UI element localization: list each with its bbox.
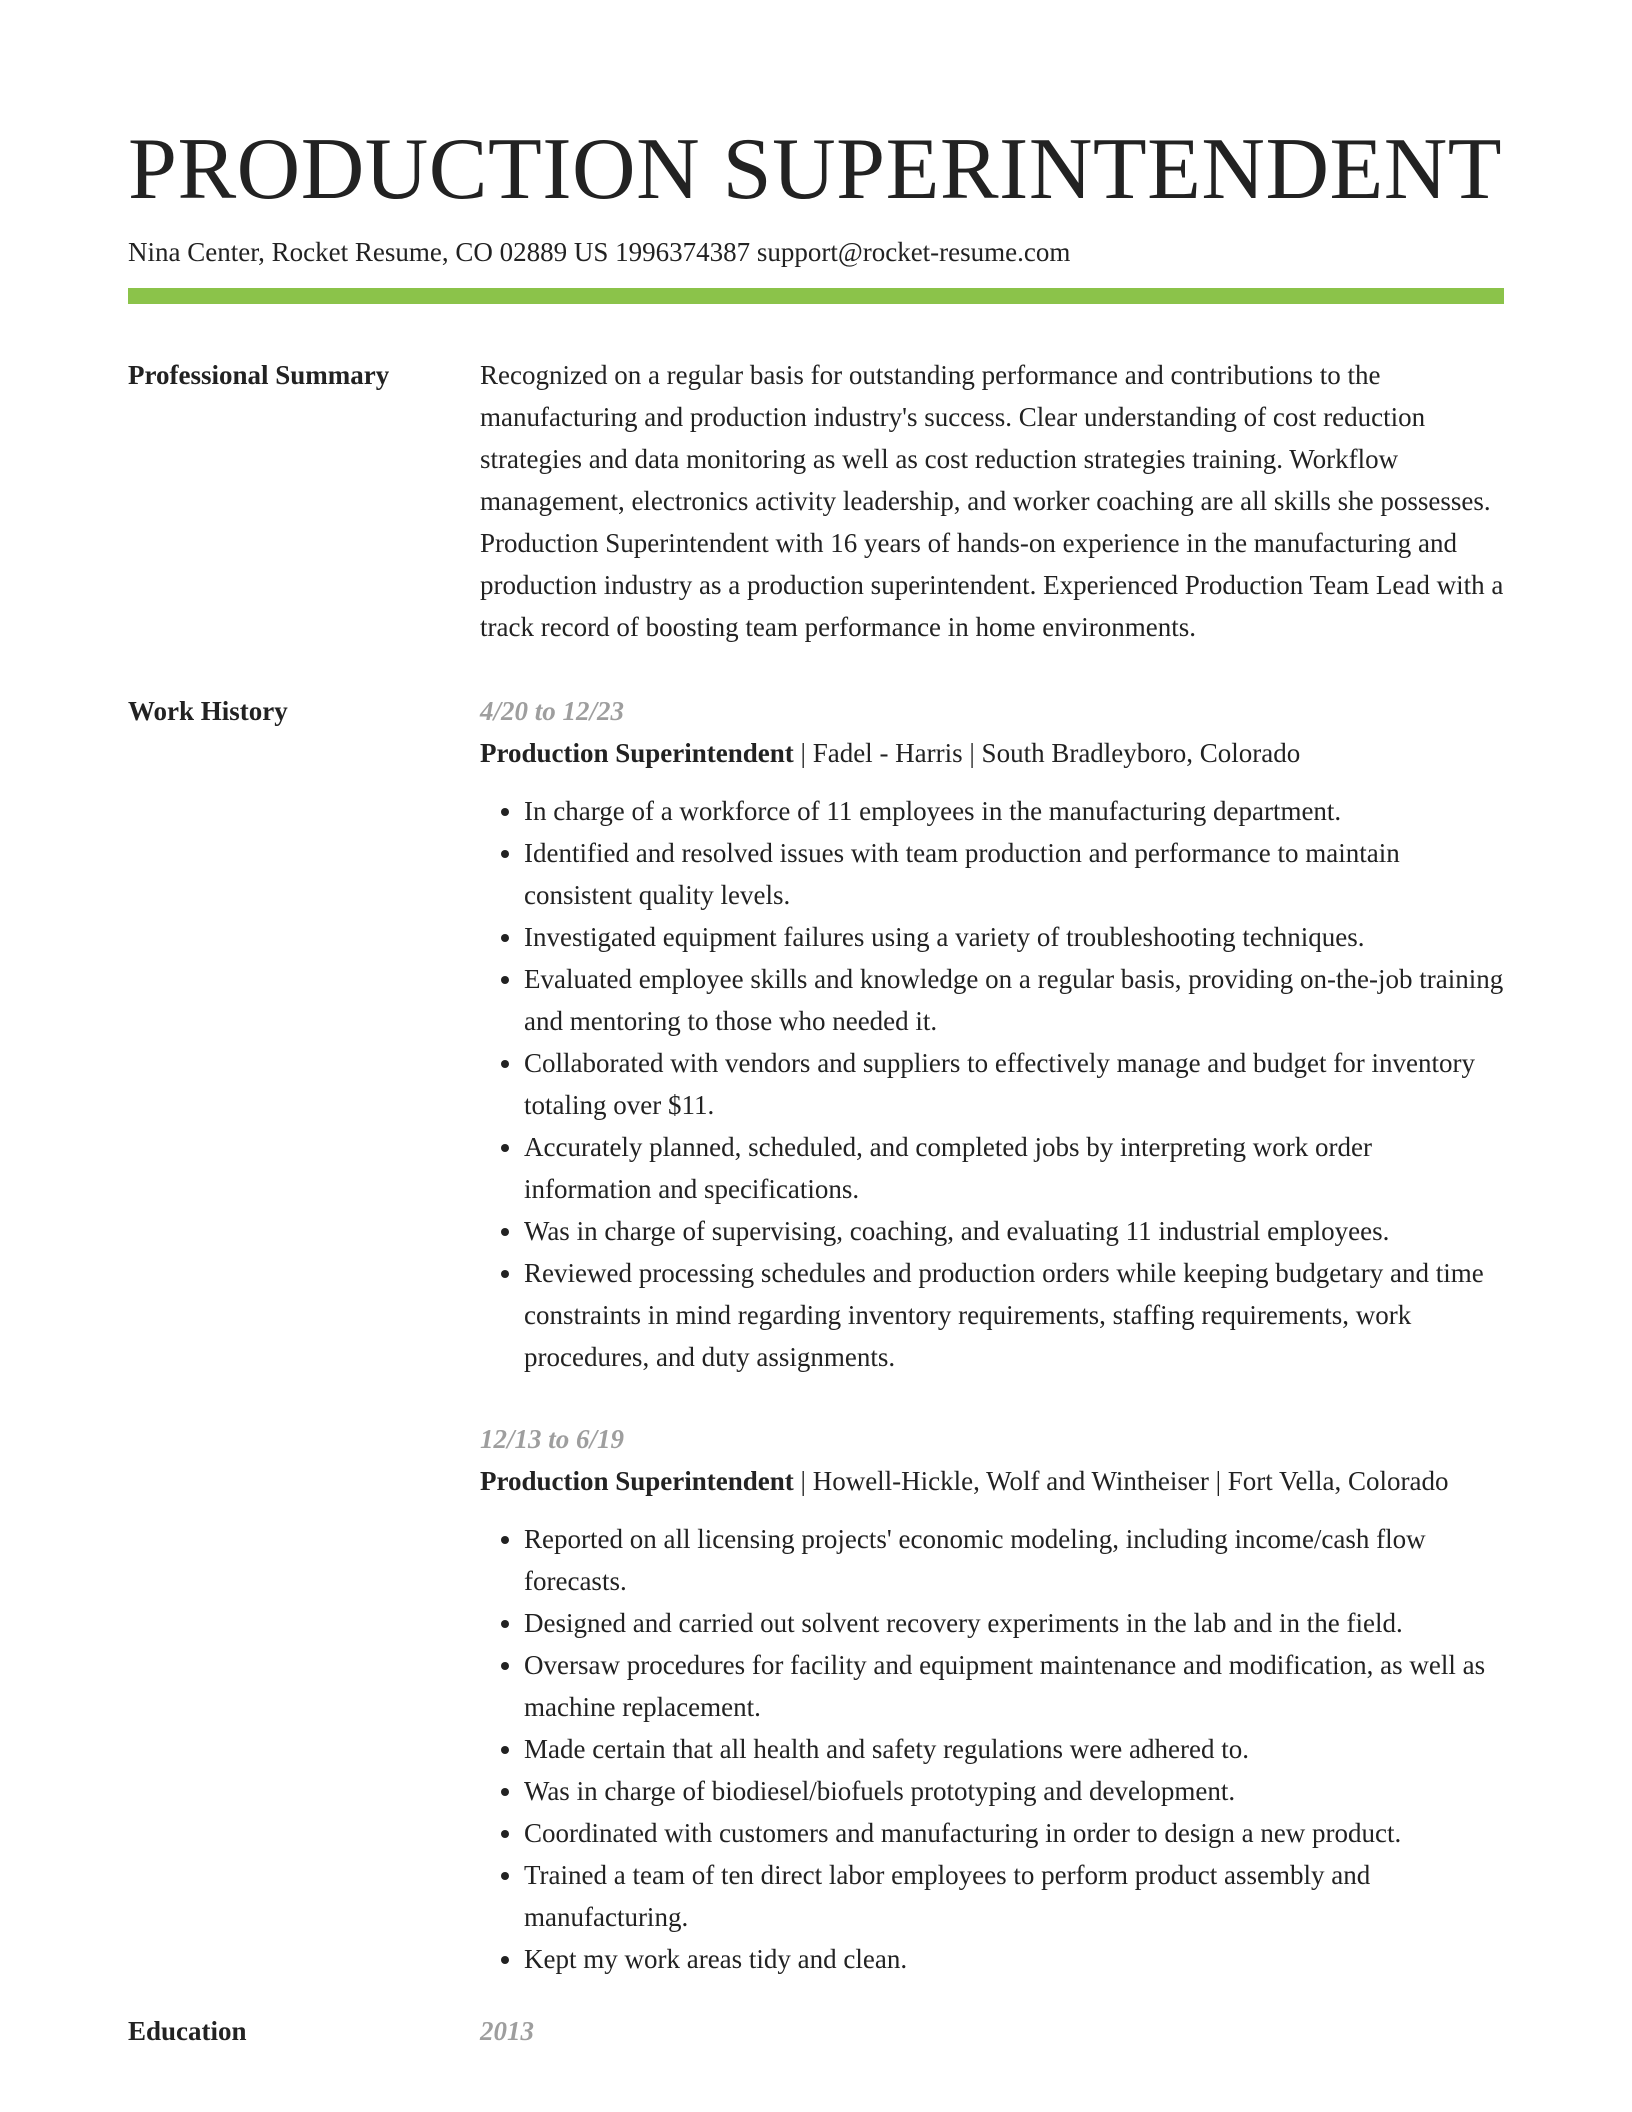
list-item: • Oversaw procedures for facility and equipment maintenance and modification, as well as machine replacement. bbox=[524, 1644, 1504, 1728]
list-item: • Kept my work areas tidy and clean. bbox=[524, 1938, 1504, 1980]
list-item: • Reported on all licensing projects' economic modeling, including income/cash flow forecasts. bbox=[524, 1518, 1504, 1602]
list-item: • Evaluated employee skills and knowledge on a regular basis, providing on-the-job training and mentoring to those who needed it. bbox=[524, 958, 1504, 1042]
job-details: | Fadel - Harris | South Bradleyboro, Colorado bbox=[793, 738, 1301, 768]
contact-info: Nina Center, Rocket Resume, CO 02889 US 1996374387 support@rocket-resume.com bbox=[128, 237, 1071, 267]
list-item: • Made certain that all health and safety regulations were adhered to. bbox=[524, 1728, 1504, 1770]
job-dates: 4/20 to 12/23 bbox=[480, 696, 625, 726]
list-item: • In charge of a workforce of 11 employees in the manufacturing department. bbox=[524, 790, 1504, 832]
education-year: 2013 bbox=[480, 2016, 534, 2046]
page-title: PRODUCTION SUPERINTENDENT bbox=[128, 121, 1503, 218]
list-item: • Coordinated with customers and manufacturing in order to design a new product. bbox=[524, 1812, 1504, 1854]
list-item: • Was in charge of supervising, coaching, and evaluating 11 industrial employees. bbox=[524, 1210, 1504, 1252]
list-item: • Accurately planned, scheduled, and completed jobs by interpreting work order information and specifications. bbox=[524, 1126, 1504, 1210]
job-title: Production Superintendent bbox=[480, 1466, 794, 1496]
summary-text: Recognized on a regular basis for outstanding performance and contributions to the manufacturing and production industry's success. Clear understanding of cost reduction strategies and data monitoring as well as cost reduction strategies training. Workflow management, electronics activity leadership, and worker coaching are all skills she possesses. Production Superintendent with 16 years of hands-on experience in the manufacturing and production industry as a production superintendent. Experienced Production Team Lead with a track record of boosting team performance in home environments. bbox=[480, 360, 1504, 642]
professional-summary-section bbox=[128, 354, 1504, 648]
list-item: • Investigated equipment failures using a variety of troubleshooting techniques. bbox=[524, 916, 1504, 958]
section-label-education: Education bbox=[128, 2016, 247, 2046]
section-label-summary: Professional Summary bbox=[128, 360, 390, 390]
list-item: • Identified and resolved issues with team production and performance to maintain consistent quality levels. bbox=[524, 832, 1504, 916]
section-label-work-history: Work History bbox=[128, 696, 288, 726]
header-divider bbox=[128, 288, 1504, 304]
work-history-section bbox=[128, 690, 1504, 1980]
list-item: • Trained a team of ten direct labor employees to perform product assembly and manufacturing. bbox=[524, 1854, 1504, 1938]
job-entry-1 bbox=[480, 690, 1504, 1378]
job-bullet-list bbox=[480, 1518, 1504, 1980]
job-details: | Howell-Hickle, Wolf and Wintheiser | Fort Vella, Colorado bbox=[793, 1466, 1449, 1496]
job-title: Production Superintendent bbox=[480, 738, 794, 768]
job-dates: 12/13 to 6/19 bbox=[480, 1424, 625, 1454]
list-item: • Reviewed processing schedules and production orders while keeping budgetary and time constraints in mind regarding inventory requirements, staffing requirements, work procedures, and duty assignments. bbox=[524, 1252, 1504, 1378]
job-heading bbox=[480, 1460, 1504, 1502]
resume-header bbox=[128, 120, 1504, 304]
list-item: • Designed and carried out solvent recovery experiments in the lab and in the field. bbox=[524, 1602, 1504, 1644]
list-item: • Was in charge of biodiesel/biofuels prototyping and development. bbox=[524, 1770, 1504, 1812]
job-entry-2 bbox=[480, 1418, 1504, 1980]
list-item: • Collaborated with vendors and suppliers to effectively manage and budget for inventory totaling over $11. bbox=[524, 1042, 1504, 1126]
job-heading bbox=[480, 732, 1504, 774]
job-bullet-list bbox=[480, 790, 1504, 1378]
education-section bbox=[128, 2010, 1504, 2052]
